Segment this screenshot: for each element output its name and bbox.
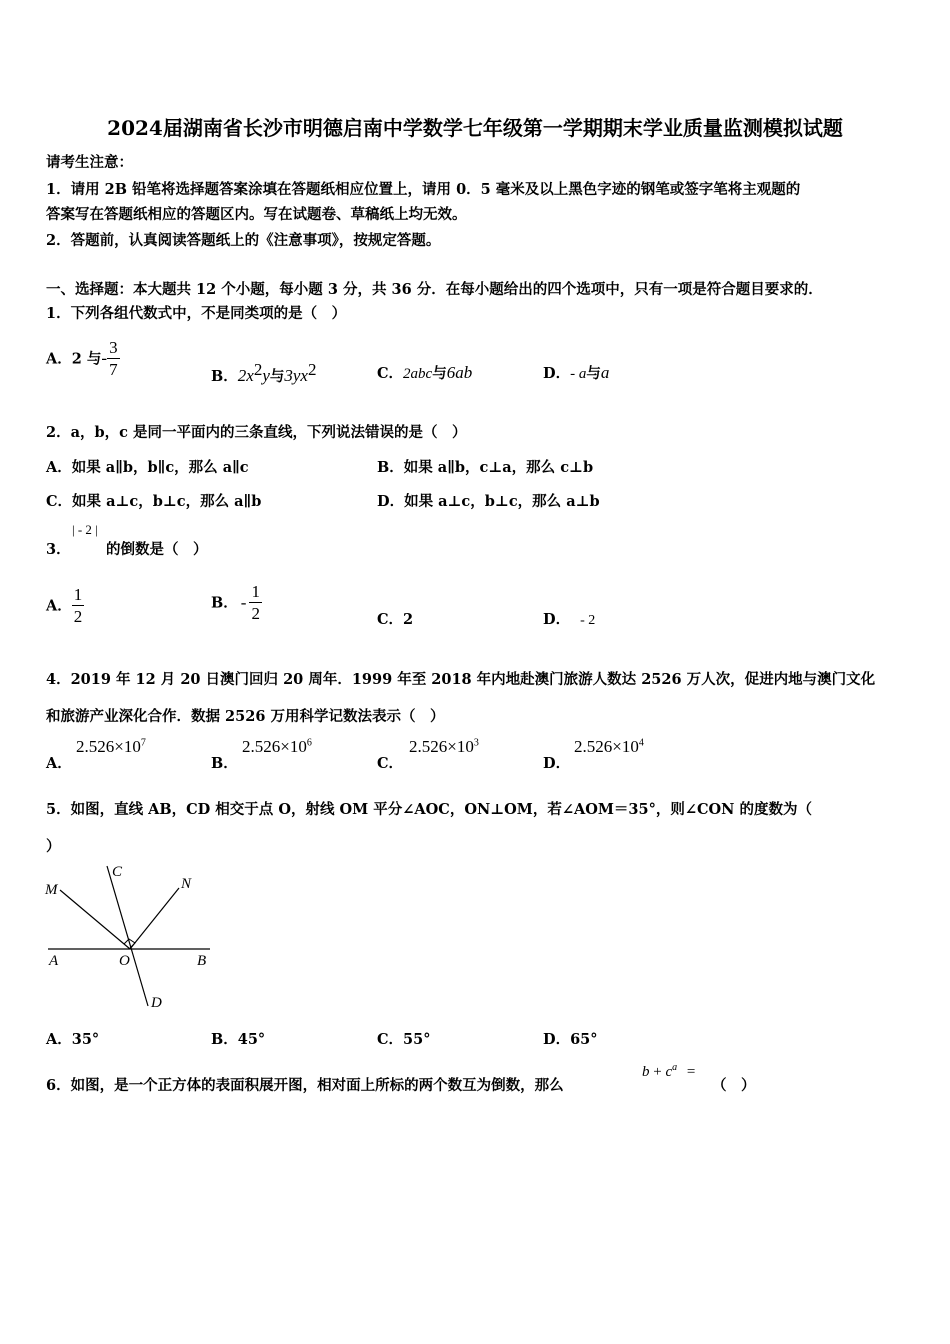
q4-b-label: B． [211, 755, 238, 772]
q1-b-expr2: y [262, 365, 270, 385]
q4-b-expr [242, 737, 312, 757]
q3-a-label: A． [46, 597, 72, 615]
label-o: O [119, 953, 130, 969]
q6-expr-plus: + [653, 1064, 662, 1080]
q2-option-a: A．如果 a∥b，b∥c，那么 a∥c [46, 459, 249, 476]
q3-a-fraction [72, 585, 85, 628]
q1-c-mid: 与 [432, 365, 447, 382]
line-cd [107, 866, 148, 1006]
q3-num: 3． [46, 541, 71, 558]
q4-d-expr [574, 737, 644, 757]
q3-b-neg: - [240, 592, 247, 612]
q4-a-label: A． [46, 755, 72, 772]
q6-tail: （ ） [712, 1077, 756, 1094]
q1-b-sup1: 2 [253, 360, 263, 379]
q3-b-fraction [249, 582, 262, 625]
label-c: C [112, 864, 123, 880]
notice-line-1b: 答案写在答题纸相应的答题区内。写在试题卷、草稿纸上均无效。 [46, 206, 467, 223]
q1-a-den: 7 [109, 360, 118, 379]
q5-stem-1: 5．如图，直线 AB，CD 相交于点 O，射线 OM 平分∠AOC，ON⊥OM，若∠AOM＝35°，则∠CON 的度数为（ [46, 801, 812, 818]
section-heading: 一、选择题：本大题共 12 个小题，每小题 3 分，共 36 分．在每小题给出的四个选项中，只有一项是符合题目要求的． [46, 281, 823, 298]
q4-a-expr [76, 737, 146, 757]
ray-om [60, 890, 130, 949]
q5-option-a: A．35° [46, 1031, 100, 1048]
q1-d-expr1: - a [570, 366, 587, 382]
q1-b-mid: 与 [269, 367, 285, 385]
notice-heading: 请考生注意： [46, 154, 133, 171]
q1-b-expr1: 2x [237, 365, 254, 385]
q5-option-b: B．45° [211, 1031, 266, 1048]
q1-d-mid: 与 [586, 365, 601, 382]
q1-b-expr3: 3yx [284, 365, 308, 385]
q1-d-expr2: a [600, 363, 610, 382]
q6-expr-b: b [642, 1064, 650, 1080]
q4-b-exp: 6 [306, 737, 312, 749]
q3-d-label: D． [543, 611, 571, 628]
q3-a-num: 1 [73, 585, 83, 604]
notice-line-1a: 1．请用 2B 铅笔将选择题答案涂填在答题纸相应位置上，请用 0．5 毫米及以上黑色字迹的钢笔或签字笔将主观题的 [46, 181, 801, 198]
q6-expr-eq: = [686, 1064, 696, 1080]
q4-d-label: D． [543, 755, 571, 772]
q3-a-den: 2 [73, 607, 83, 626]
q1-a-num: 3 [109, 338, 118, 357]
label-d: D [151, 995, 162, 1011]
q6-expression [642, 1062, 695, 1081]
q3-b-label: B． [211, 594, 238, 612]
q1-d-label: D． [543, 365, 571, 382]
q4-a-base: 2.526×10 [76, 737, 141, 756]
q1-option-a [46, 338, 120, 381]
q4-d-base: 2.526×10 [574, 737, 639, 756]
q1-a-neg: - [101, 348, 108, 368]
q4-d-exp: 4 [638, 737, 644, 749]
q2-option-b: B．如果 a∥b，c⊥a，那么 c⊥b [377, 459, 594, 476]
q1-c-expr2: 6ab [446, 363, 473, 382]
q3-stem: 的倒数是（ ） [106, 541, 208, 558]
label-b: B [197, 953, 207, 969]
q3-option-b [211, 582, 262, 625]
q4-a-exp: 7 [140, 737, 146, 749]
ray-on [130, 888, 179, 949]
q2-option-d: D．如果 a⊥c，b⊥c，那么 a⊥b [377, 493, 600, 510]
notice-line-2: 2．答题前，认真阅读答题纸上的《注意事项》，按规定答题。 [46, 232, 441, 249]
q3-option-d [543, 608, 595, 629]
q3-abs-expr: | - 2 | [72, 522, 98, 537]
q5-stem-2: ） [46, 838, 61, 855]
q4-stem-1: 4．2019 年 12 月 20 日澳门回归 20 周年．1999 年至 2018 年内地赴澳门旅游人数达 2526 万人次，促进内地与澳门文化 [46, 671, 876, 688]
label-m: M [45, 882, 58, 898]
q4-c-label: C． [377, 755, 404, 772]
q2-stem: 2．a，b，c 是同一平面内的三条直线，下列说法错误的是（ ） [46, 424, 467, 441]
q4-stem-2: 和旅游产业深化合作．数据 2526 万用科学记数法表示（ ） [46, 708, 445, 725]
q5-option-c: C．55° [377, 1031, 431, 1048]
q6-expr-sup: a [672, 1062, 678, 1073]
q4-c-base: 2.526×10 [409, 737, 474, 756]
q3-b-den: 2 [251, 604, 260, 623]
q6-stem: 6．如图，是一个正方体的表面积展开图，相对面上所标的两个数互为倒数，那么 [46, 1077, 564, 1094]
q1-b-sup2: 2 [307, 360, 317, 379]
q6-expr-c: c [665, 1064, 673, 1080]
q4-c-expr [409, 737, 479, 757]
label-n: N [181, 876, 192, 892]
q1-a-fraction [107, 338, 120, 381]
q2-option-c: C．如果 a⊥c，b⊥c，那么 a∥b [46, 493, 262, 510]
page-title: 2024届湖南省长沙市明德启南中学数学七年级第一学期期末学业质量监测模拟试题 [107, 116, 843, 140]
q5-option-d: D．65° [543, 1031, 598, 1048]
q1-option-b [211, 360, 316, 386]
q3-b-num: 1 [251, 582, 260, 601]
q1-stem: 1．下列各组代数式中，不是同类项的是（ ） [46, 305, 347, 322]
q5-figure [40, 858, 220, 1014]
q3-d-val: - 2 [580, 613, 596, 628]
q1-c-label: C． [377, 365, 404, 382]
q4-c-exp: 3 [473, 737, 479, 749]
q4-b-base: 2.526×10 [242, 737, 307, 756]
label-a: A [49, 953, 59, 969]
q1-option-d [543, 362, 609, 383]
q1-c-expr1: 2abc [403, 366, 433, 382]
q1-a-label: A．2 与 [46, 350, 102, 368]
q3-option-c: C．2 [377, 611, 414, 628]
q3-option-a [46, 585, 84, 628]
q1-b-label: B． [211, 367, 238, 385]
q1-option-c [377, 362, 472, 383]
